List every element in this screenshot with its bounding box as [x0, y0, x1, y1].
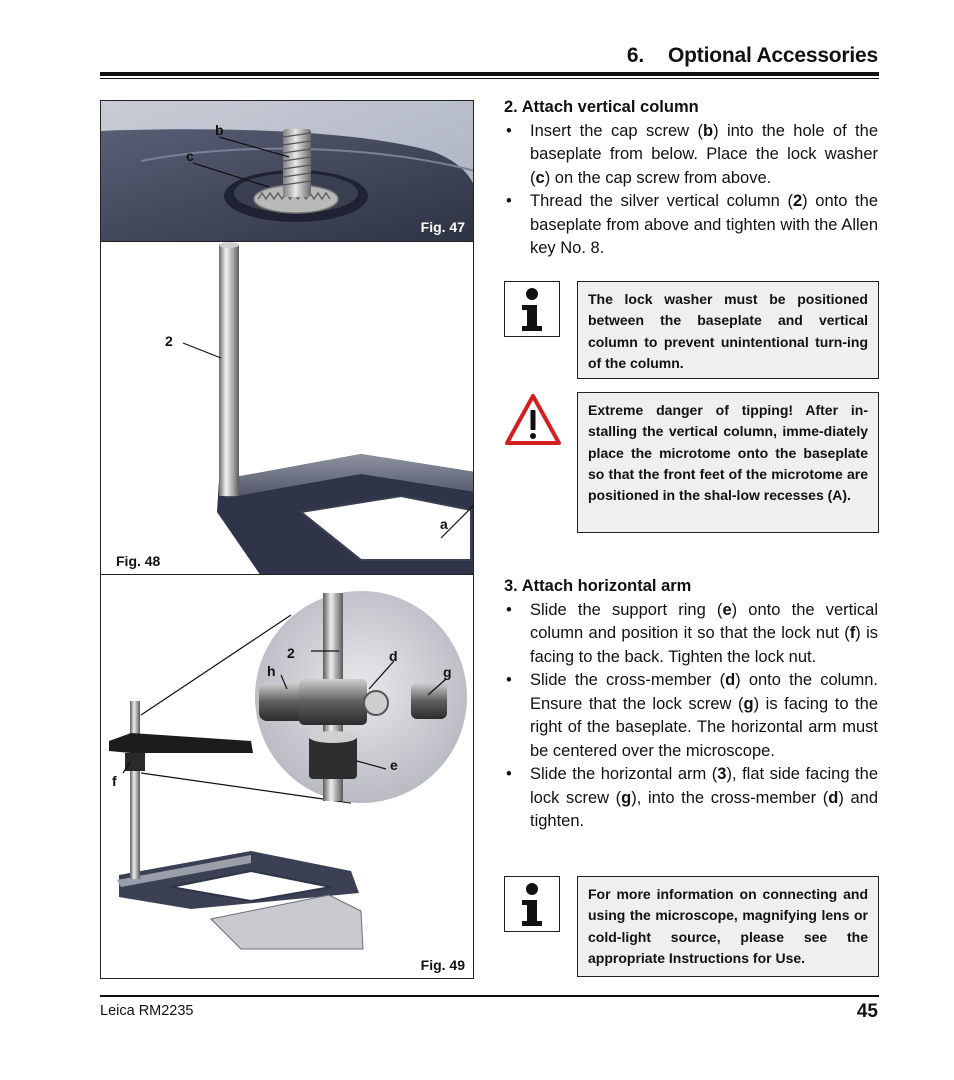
step-text: ) on the cap screw from above. [544, 168, 772, 187]
figure-49-horizontal-arm-photo [100, 574, 474, 979]
step-ref: d [725, 671, 736, 689]
section-3-steps [504, 599, 878, 834]
step-text: Insert the cap screw ( [530, 121, 703, 140]
list-item [504, 763, 878, 834]
section-attach-vertical-column [504, 96, 878, 261]
chapter-heading [560, 44, 878, 68]
bullet: • [506, 765, 512, 783]
figure-48-vertical-column-photo [100, 241, 474, 575]
section-3-heading: 3. Attach horizontal arm [504, 577, 692, 595]
callout-d: d [389, 648, 398, 664]
step-ref: g [743, 694, 754, 713]
step-text: Slide the horizontal arm ( [530, 765, 718, 783]
callout-2: 2 [165, 333, 173, 349]
step-ref: 3 [717, 765, 727, 783]
callout-f: f [112, 773, 117, 789]
callout-e: e [390, 757, 398, 773]
callout-h: h [267, 663, 276, 679]
page-number: 45 [856, 1001, 878, 1022]
figure-49-illustration [101, 575, 474, 979]
list-item [504, 599, 878, 670]
header-rule-thin [100, 78, 879, 79]
chapter-number: 6. [626, 44, 645, 67]
warning-note-tipping: Extreme danger of tipping! After in-stalling the vertical column, imme-diately place the microtome onto the baseplate so that the front feet of the microtome are positioned in the shal-low recesses (A). [577, 392, 879, 533]
callout-c: c [186, 148, 194, 164]
section-2-heading: 2. Attach vertical column [504, 98, 699, 116]
step-text: ) onto the column. Ensure that the lock screw ( [530, 671, 878, 713]
callout-a: a [440, 516, 448, 532]
step-text: Thread the silver vertical column ( [530, 192, 793, 210]
warning-triangle-icon [504, 392, 562, 453]
list-item [504, 190, 878, 261]
info-icon [504, 281, 560, 342]
callout-g: g [443, 664, 452, 680]
list-item [504, 120, 878, 191]
step-text: Slide the support ring ( [530, 600, 723, 619]
step-text: ), flat side facing the lock screw ( [530, 765, 878, 807]
bullet: • [506, 671, 512, 689]
callout-2: 2 [287, 645, 295, 661]
figure-48-illustration [101, 242, 474, 575]
info-note-lock-washer: The lock washer must be positioned between the baseplate and vertical column to prevent unintentional turn-ing of the column. [577, 281, 879, 379]
figure-48-caption: Fig. 48 [116, 553, 161, 569]
figure-47-cap-screw-photo [100, 100, 474, 242]
step-ref: e [722, 600, 732, 619]
figure-47-illustration [101, 101, 474, 242]
step-text: ) is facing to the right of the baseplate. The horizontal arm must be centered over the microscope. [530, 694, 878, 760]
list-item [504, 669, 878, 763]
step-ref: f [849, 624, 856, 642]
step-text: ) is facing to the back. Tighten the lock nut. [530, 624, 879, 666]
bullet: • [506, 121, 512, 140]
step-ref: 2 [792, 192, 803, 210]
header-rule [100, 72, 879, 76]
step-text: ) and tighten. [530, 788, 878, 830]
step-text: ) onto the vertical column and position it so that the lock nut ( [530, 600, 879, 642]
section-attach-horizontal-arm [504, 575, 878, 834]
step-text: Slide the cross-member ( [530, 671, 726, 689]
step-ref: d [828, 788, 839, 807]
bullet: • [506, 600, 512, 619]
chapter-title: Optional Accessories [668, 44, 878, 67]
bullet: • [506, 192, 512, 210]
footer-rule [100, 995, 879, 997]
step-text: ), into the cross-member ( [631, 788, 829, 807]
callout-b: b [215, 122, 224, 138]
figure-47-caption: Fig. 47 [420, 219, 465, 235]
step-ref: g [621, 788, 632, 807]
step-text: ) into the hole of the baseplate from below. Place the lock washer ( [530, 121, 878, 187]
section-2-steps [504, 120, 878, 261]
info-note-microscope-instructions: For more information on connecting and using the microscope, magnifying lens or cold-light source, please see the appropriate Instructions for Use. [577, 876, 879, 977]
step-ref: b [702, 121, 714, 140]
step-text: ) onto the baseplate from above and tighten with the Allen key No. 8. [530, 192, 878, 257]
figure-49-caption: Fig. 49 [420, 957, 465, 973]
info-icon [504, 876, 560, 937]
footer-product-name: Leica RM2235 [100, 1003, 194, 1019]
step-ref: c [535, 168, 545, 187]
